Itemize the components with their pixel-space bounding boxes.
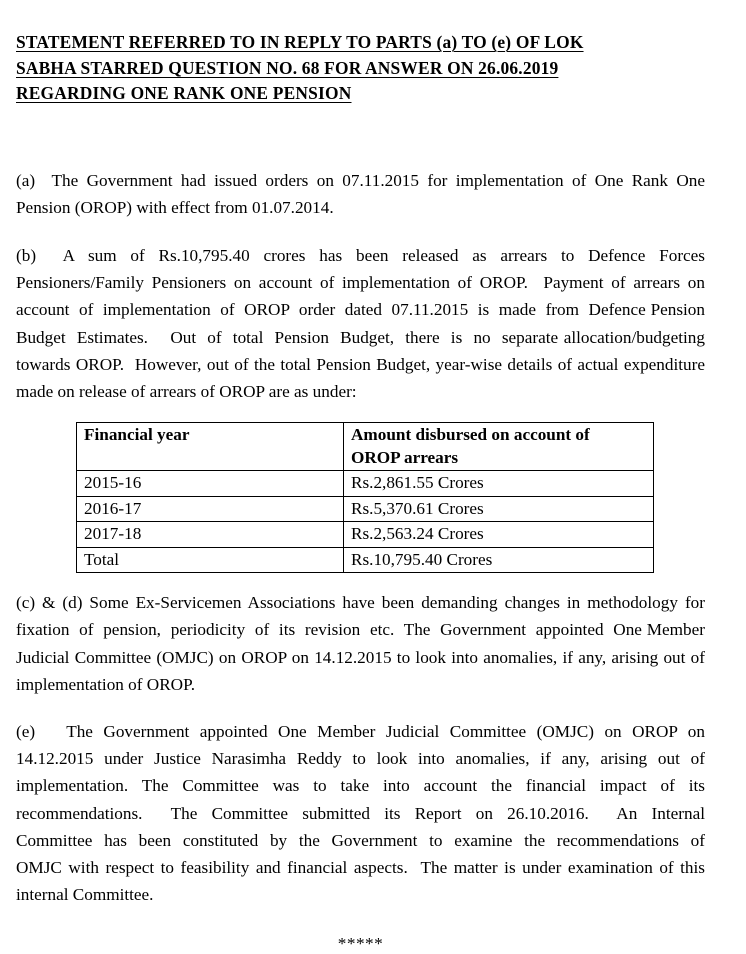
- cell-amount: Rs.10,795.40 Crores: [344, 547, 654, 573]
- page-title-line-3: REGARDING ONE RANK ONE PENSION: [16, 83, 352, 103]
- spacer-after-table: [16, 573, 705, 589]
- table-header-amount: [344, 423, 654, 471]
- cell-amount: Rs.2,563.24 Crores: [344, 522, 654, 548]
- spacer-before-paragraph-e: [16, 698, 705, 718]
- paragraph-b: (b) A sum of Rs.10,795.40 crores has been released as arrears to Defence Forces Pensioners/Family Pensioners on account of implementation of OROP. Payment of arrears on account of implementation of OROP order dated 07.11.2015 is made from Defence Pension Budget Estimates. Out of total Pension Budget, there is no separate allocation/budgeting towards OROP. However, out of the total Pension Budget, year-wise details of actual expenditure made on release of arrears of OROP are as under:: [16, 245, 714, 401]
- spacer-before-table: [16, 405, 705, 422]
- table-row: [77, 522, 654, 548]
- spacer-before-footer: [16, 908, 705, 934]
- table-header-row: [77, 423, 654, 471]
- table-row: [77, 471, 654, 497]
- page-title-line-2: SABHA STARRED QUESTION NO. 68 FOR ANSWER ON 26.06.2019: [16, 57, 559, 78]
- table-header-financial-year: Financial year: [77, 423, 344, 471]
- cell-financial-year: 2016-17: [77, 496, 344, 522]
- table-row-total: [77, 547, 654, 573]
- table-header-amount-line-2: OROP arrears: [351, 447, 459, 467]
- orop-expenditure-table-wrapper: [16, 422, 705, 573]
- page-title: [16, 30, 705, 107]
- cell-amount: Rs.2,861.55 Crores: [344, 471, 654, 497]
- table-header: [77, 423, 654, 471]
- paragraph-e: (e) The Government appointed One Member Judicial Committee (OMJC) on OROP on 14.12.2015 under Justice Narasimha Reddy to look into anomalies, if any, arising out of implementation. The Committee was to take into account the financial impact of its recommendations. The Committee submitted its Report on 26.10.2016. An Internal Committee has been constituted by the Government to examine the recommendations of OMJC with respect to feasibility and financial aspects. The matter is under examination of this internal Committee.: [16, 721, 710, 905]
- table-header-amount-line-1: Amount disbursed on account of: [351, 425, 590, 445]
- cell-financial-year: 2017-18: [77, 522, 344, 548]
- page-title-line-1: STATEMENT REFERRED TO IN REPLY TO PARTS (a) TO (e) OF LOK: [16, 32, 584, 52]
- cell-financial-year: 2015-16: [77, 471, 344, 497]
- spacer-before-paragraph-b: [16, 221, 705, 242]
- orop-expenditure-table: [76, 422, 654, 573]
- footer-separator: *****: [337, 934, 384, 954]
- spacer-after-title: [16, 107, 705, 167]
- table-body: [77, 471, 654, 573]
- cell-financial-year: Total: [77, 547, 344, 573]
- paragraph-a: (a) The Government had issued orders on 07.11.2015 for implementation of One Rank One Pension (OROP) with effect from 01.07.2014.: [16, 170, 710, 217]
- table-row: [77, 496, 654, 522]
- cell-amount: Rs.5,370.61 Crores: [344, 496, 654, 522]
- paragraph-c-and-d: (c) & (d) Some Ex-Servicemen Associations have been demanding changes in methodology for fixation of pension, periodicity of its revision etc. The Government appointed One Member Judicial Committee (OMJC) on OROP on 14.12.2015 to look into anomalies, if any, arising out of implementation of OROP.: [16, 593, 714, 694]
